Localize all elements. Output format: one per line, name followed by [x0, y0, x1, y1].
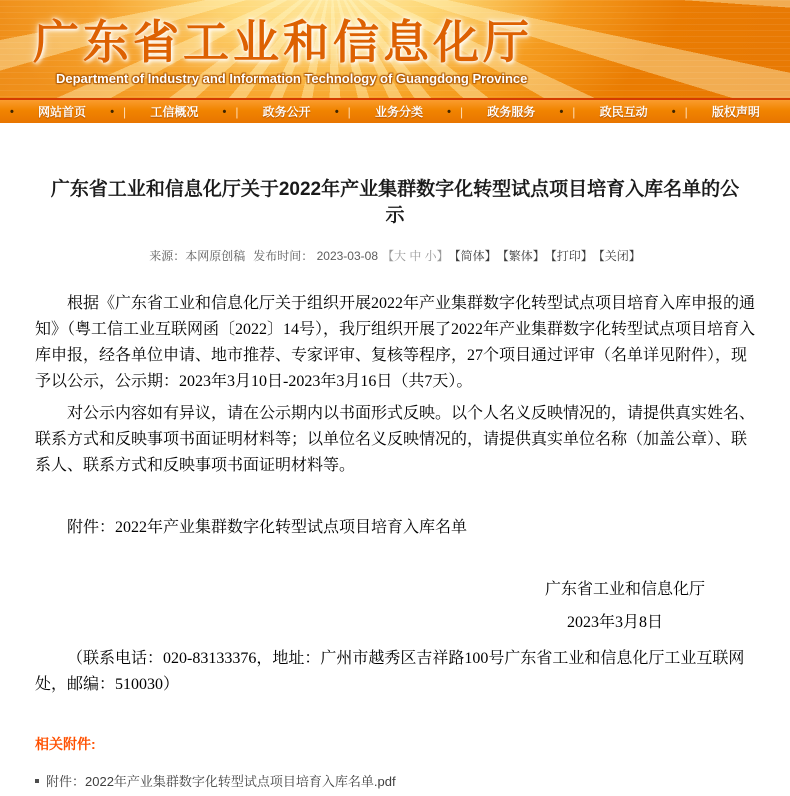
simplified-chinese-button[interactable]: 【简体】 — [454, 249, 497, 263]
related-attachment-item — [35, 771, 755, 790]
separator-pipe: | — [347, 104, 351, 119]
separator-bullet: • — [334, 105, 339, 118]
article-body — [35, 291, 755, 479]
close-button[interactable]: 【关闭】 — [598, 249, 641, 263]
font-size-control[interactable]: 【大 中 小】 — [382, 249, 449, 263]
nav-separator — [559, 105, 575, 119]
article-meta — [35, 247, 755, 264]
article-content — [35, 177, 755, 796]
nav-separator — [223, 105, 239, 119]
traditional-chinese-button[interactable]: 【繁体】 — [502, 249, 545, 263]
square-bullet-icon — [35, 779, 39, 783]
nav-item-business-categories[interactable]: 业务分类 — [374, 105, 423, 119]
nav-separator — [447, 105, 463, 119]
separator-bullet: • — [671, 105, 676, 118]
separator-pipe: | — [123, 104, 127, 119]
nav-item-gov-services[interactable]: 政务服务 — [487, 105, 536, 119]
nav-separator — [672, 105, 688, 119]
attachment-pdf-link[interactable]: 附件：2022年产业集群数字化转型试点项目培育入库名单.pdf — [46, 774, 396, 789]
nav-item-overview[interactable]: 工信概况 — [150, 105, 199, 119]
nav-item-home[interactable]: 网站首页 — [38, 105, 87, 119]
meta-publish-date: 发布时间： 2023-03-08 — [253, 249, 378, 263]
nav-item-public-interaction[interactable]: 政民互动 — [599, 105, 648, 119]
nav-item-copyright[interactable]: 版权声明 — [711, 105, 760, 119]
print-button[interactable]: 【打印】 — [550, 249, 593, 263]
separator-pipe: | — [235, 104, 239, 119]
separator-bullet: • — [559, 105, 564, 118]
main-nav — [0, 98, 790, 123]
related-attachments-heading: 相关附件: — [35, 736, 96, 752]
nav-separator — [110, 105, 126, 119]
signature-department: 广东省工业和信息化厅 — [544, 581, 705, 598]
site-banner — [0, 0, 790, 98]
attachment-line: 附件：2022年产业集群数字化转型试点项目培育入库名单 — [67, 519, 468, 536]
separator-pipe: | — [684, 104, 688, 119]
signature-date: 2023年3月8日 — [566, 614, 663, 631]
meta-source: 来源：本网原创稿 — [149, 249, 246, 263]
contact-info: （联系电话：020-83133376，地址：广州市越秀区吉祥路100号广东省工业和信息化厅工业互联网处，邮编：510030） — [35, 650, 745, 693]
separator-bullet: • — [110, 105, 115, 118]
separator-pipe: | — [572, 104, 576, 119]
nav-separator — [335, 105, 351, 119]
paragraph: 根据《广东省工业和信息化厅关于组织开展2022年产业集群数字化转型试点项目培育入库申报的通知》（粤工信工业互联网函〔2022〕14号），我厅组织开展了2022年产业集群数字化转型试点项目培育入库申报，经各单位申请、地市推荐、专家评审、复核等程序，27个项目通过评审（名单详见附件），现予以公示，公示期：2023年3月10日-2023年3月16日（共7天）。 — [35, 295, 756, 390]
page-bottom-padding — [35, 790, 755, 796]
paragraph: 对公示内容如有异议，请在公示期内以书面形式反映。以个人名义反映情况的，请提供真实姓名、联系方式和反映事项书面证明材料等；以单位名义反映情况的，请提供真实单位名称（加盖公章）、联系人、联系方式和反映事项书面证明材料等。 — [35, 405, 756, 474]
department-name: 广东省工业和信息化厅 — [33, 16, 533, 68]
separator-bullet: • — [222, 105, 227, 118]
department-name-english: Department of Industry and Information Technology of Guangdong Province — [56, 71, 528, 86]
nav-item-gov-disclosure[interactable]: 政务公开 — [262, 105, 311, 119]
separator-pipe: | — [459, 104, 464, 119]
article-title: 广东省工业和信息化厅关于2022年产业集群数字化转型试点项目培育入库名单的公示 — [50, 179, 740, 226]
separator-bullet: • — [10, 105, 14, 118]
separator-bullet: • — [447, 105, 451, 118]
